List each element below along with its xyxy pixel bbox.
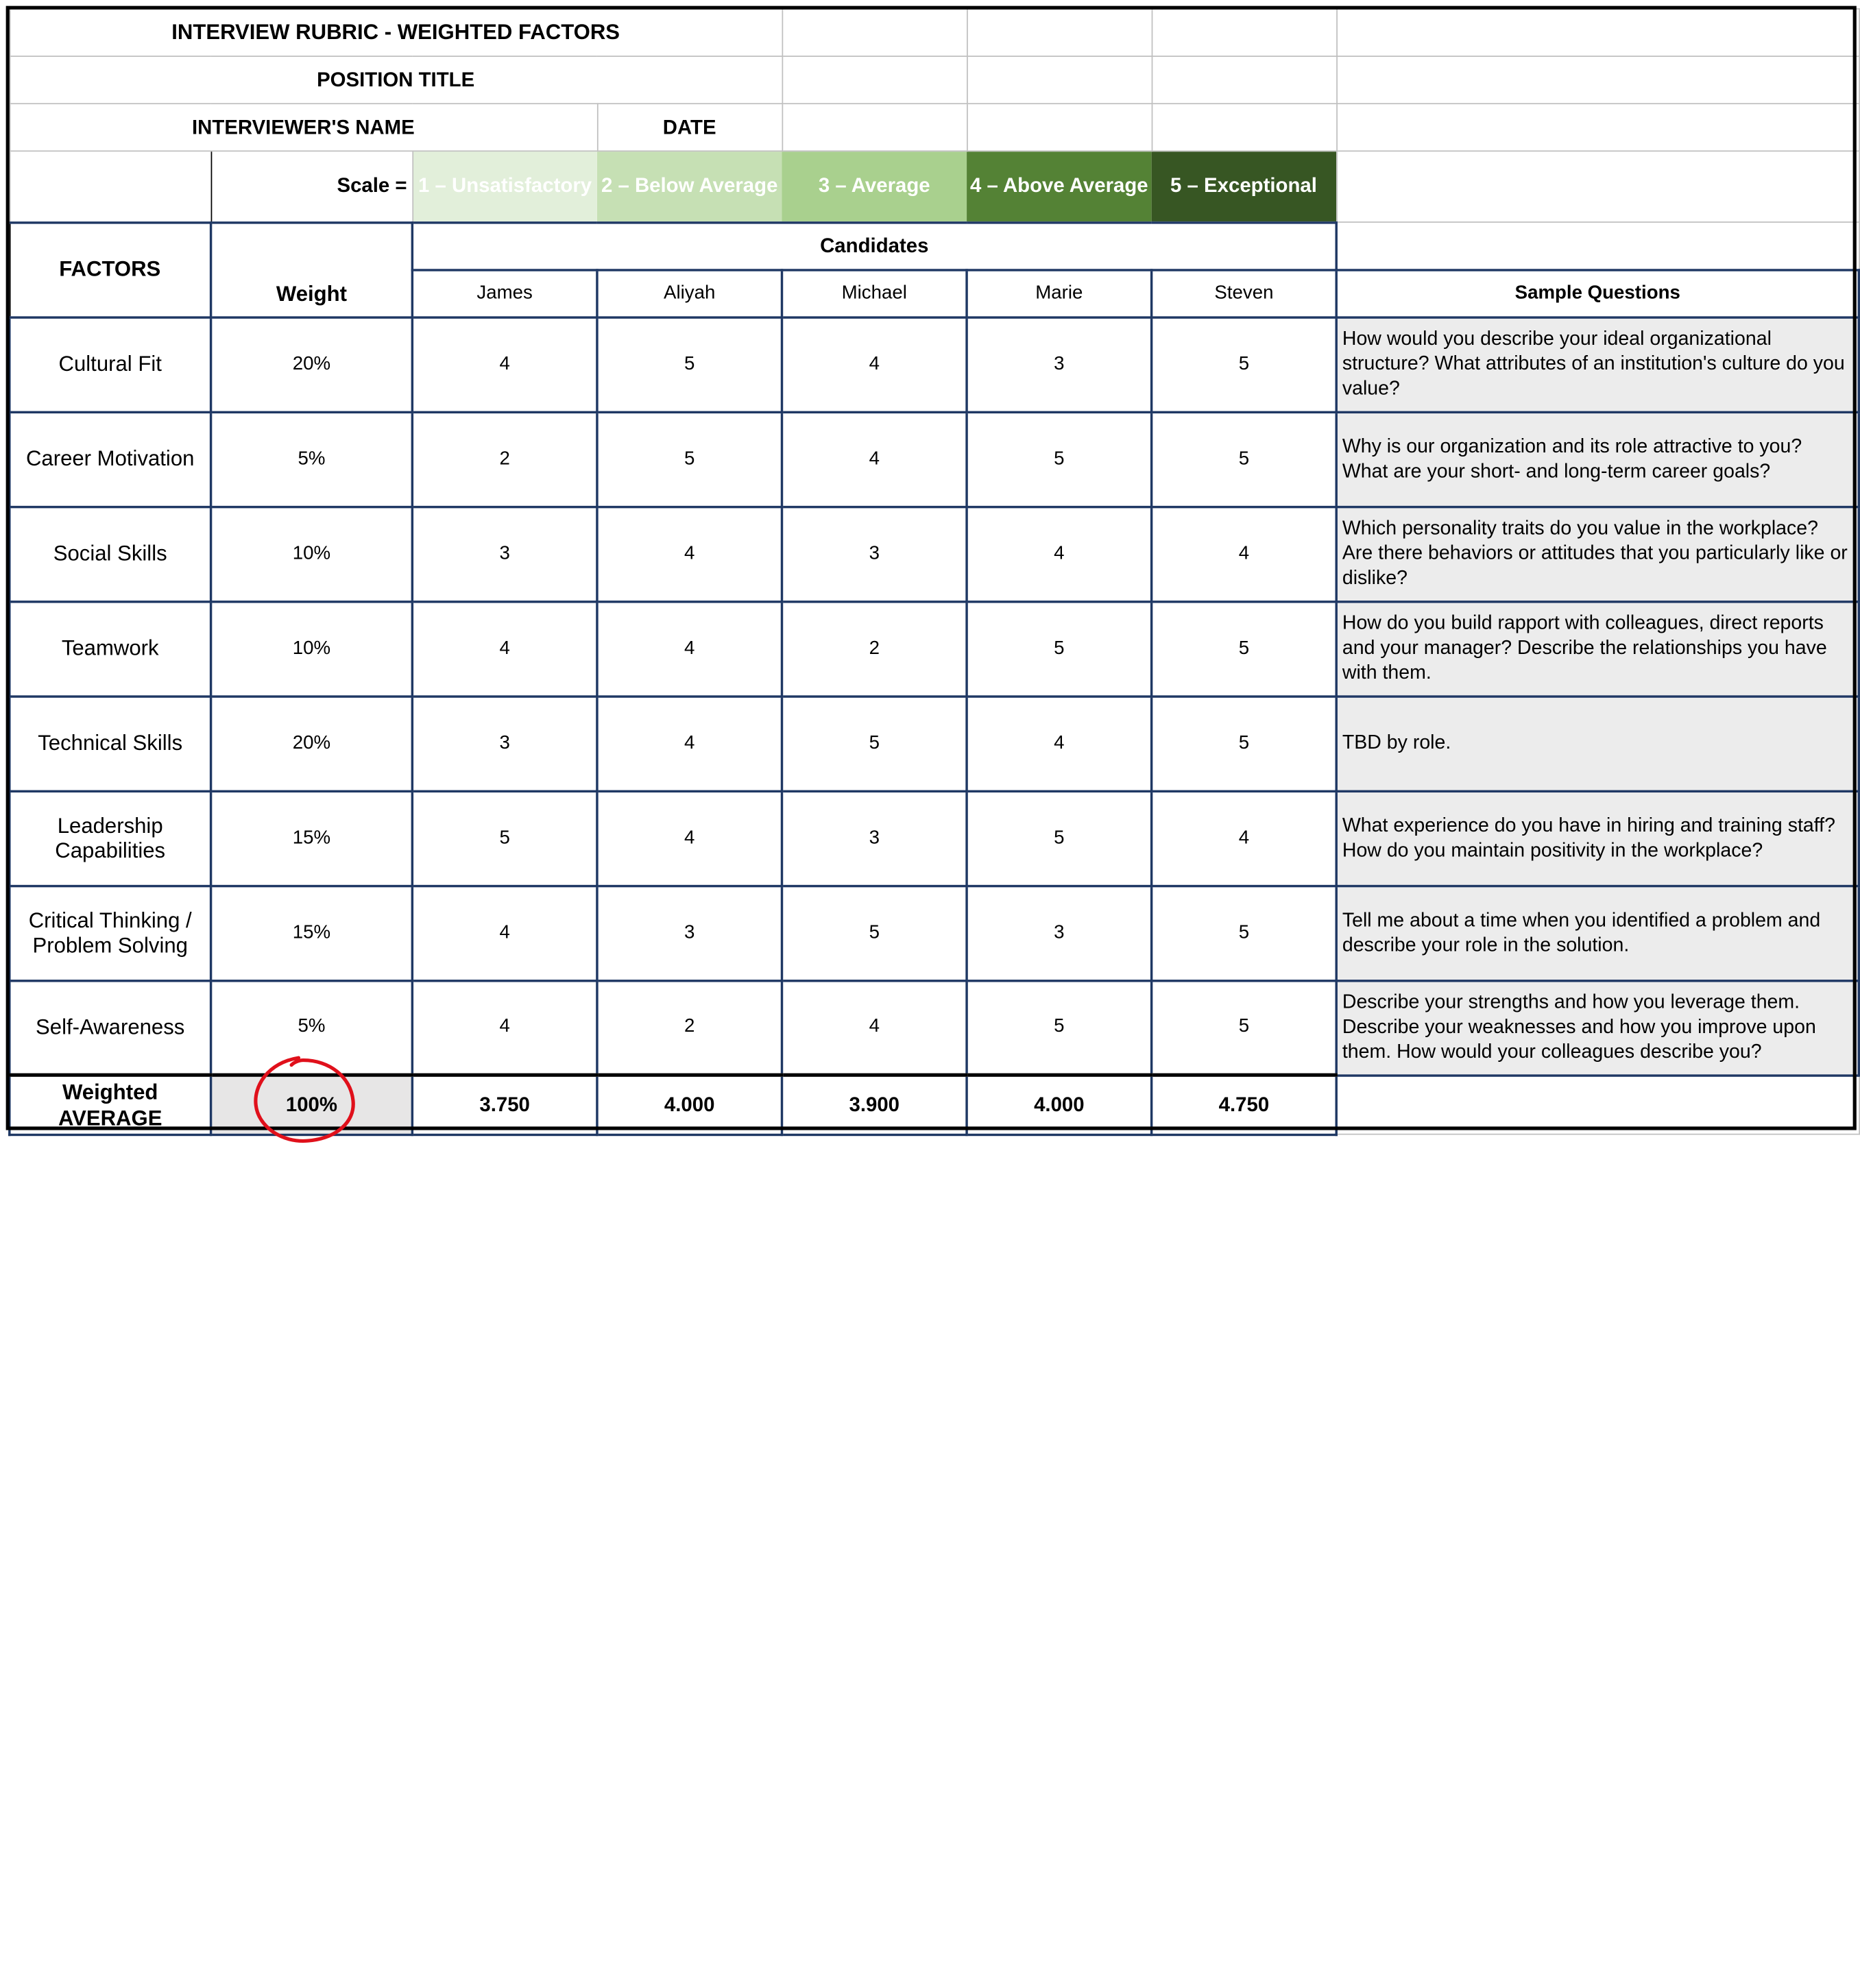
scale-level-4: 4 – Above Average — [967, 151, 1152, 222]
table-row — [10, 317, 1859, 411]
factor-weight[interactable]: 10% — [211, 507, 413, 601]
score-cell[interactable]: 5 — [967, 790, 1152, 885]
factor-weight[interactable]: 5% — [211, 980, 413, 1075]
blank-cell[interactable] — [10, 151, 211, 222]
factor-weight[interactable]: 10% — [211, 601, 413, 696]
blank-cell[interactable] — [1336, 151, 1859, 222]
blank-cell[interactable] — [782, 9, 967, 56]
weighted-average-row — [10, 1075, 1859, 1134]
position-title-label: POSITION TITLE — [10, 56, 782, 104]
score-cell[interactable]: 4 — [412, 601, 597, 696]
candidate-name: Michael — [782, 269, 967, 317]
date-label: DATE — [597, 104, 782, 151]
score-cell[interactable]: 5 — [1152, 980, 1337, 1075]
table-row — [10, 980, 1859, 1075]
score-cell[interactable]: 4 — [967, 696, 1152, 790]
blank-cell[interactable] — [782, 56, 967, 104]
sample-question[interactable]: Tell me about a time when you identified a problem and describe your role in the solution. — [1336, 886, 1859, 980]
score-cell[interactable]: 4 — [1152, 790, 1337, 885]
scale-label: Scale = — [211, 151, 413, 222]
score-cell[interactable]: 4 — [597, 601, 782, 696]
score-cell[interactable]: 5 — [412, 790, 597, 885]
blank-cell[interactable] — [1336, 222, 1859, 269]
weighted-average-value: 3.750 — [412, 1075, 597, 1134]
score-cell[interactable]: 2 — [412, 411, 597, 506]
candidate-name: James — [412, 269, 597, 317]
blank-cell[interactable] — [1336, 104, 1859, 151]
sample-question[interactable]: TBD by role. — [1336, 696, 1859, 790]
score-cell[interactable]: 4 — [967, 507, 1152, 601]
sample-question[interactable]: How would you describe your ideal organizational structure? What attributes of an institution's culture do you value? — [1336, 317, 1859, 411]
blank-cell[interactable] — [1152, 104, 1337, 151]
table-row — [10, 790, 1859, 885]
factor-weight[interactable]: 20% — [211, 317, 413, 411]
scale-level-5: 5 – Exceptional — [1152, 151, 1337, 222]
weighted-average-label: Weighted AVERAGE — [10, 1075, 211, 1134]
factor-name: Cultural Fit — [10, 317, 211, 411]
score-cell[interactable]: 4 — [1152, 507, 1337, 601]
blank-cell[interactable] — [1152, 56, 1337, 104]
factor-weight[interactable]: 15% — [211, 790, 413, 885]
table-row — [10, 507, 1859, 601]
total-weight: 100% — [211, 1075, 413, 1134]
score-cell[interactable]: 3 — [782, 790, 967, 885]
factor-name: Leadership Capabilities — [10, 790, 211, 885]
blank-cell[interactable] — [1152, 9, 1337, 56]
score-cell[interactable]: 5 — [597, 317, 782, 411]
blank-cell[interactable] — [1336, 9, 1859, 56]
factor-name: Critical Thinking / Problem Solving — [10, 886, 211, 980]
weighted-average-value: 4.750 — [1152, 1075, 1337, 1134]
candidate-name: Steven — [1152, 269, 1337, 317]
score-cell[interactable]: 3 — [412, 507, 597, 601]
factor-name: Career Motivation — [10, 411, 211, 506]
scale-level-2: 2 – Below Average — [597, 151, 782, 222]
blank-cell[interactable] — [967, 56, 1152, 104]
score-cell[interactable]: 4 — [597, 696, 782, 790]
factor-name: Technical Skills — [10, 696, 211, 790]
score-cell[interactable]: 3 — [412, 696, 597, 790]
factor-weight[interactable]: 20% — [211, 696, 413, 790]
factor-name: Teamwork — [10, 601, 211, 696]
score-cell[interactable]: 5 — [1152, 317, 1337, 411]
sample-question[interactable]: How do you build rapport with colleagues, direct reports and your manager? Describe the relationships you have with them. — [1336, 601, 1859, 696]
score-cell[interactable]: 3 — [782, 507, 967, 601]
candidate-name: Aliyah — [597, 269, 782, 317]
weight-header: Weight — [211, 222, 413, 317]
blank-cell[interactable] — [967, 9, 1152, 56]
sample-question[interactable]: Which personality traits do you value in the workplace? Are there behaviors or attitudes that you particularly like or dislike? — [1336, 507, 1859, 601]
candidates-header: Candidates — [412, 222, 1336, 269]
score-cell[interactable]: 3 — [597, 886, 782, 980]
weighted-average-value: 4.000 — [967, 1075, 1152, 1134]
score-cell[interactable]: 3 — [967, 317, 1152, 411]
blank-cell[interactable] — [1336, 56, 1859, 104]
score-cell[interactable]: 2 — [782, 601, 967, 696]
blank-cell[interactable] — [967, 104, 1152, 151]
scale-level-1: 1 – Unsatisfactory — [412, 151, 597, 222]
table-row — [10, 696, 1859, 790]
score-cell[interactable]: 4 — [412, 317, 597, 411]
score-cell[interactable]: 5 — [1152, 411, 1337, 506]
rubric-table — [8, 8, 1860, 1135]
sample-questions-header: Sample Questions — [1336, 269, 1859, 317]
weighted-average-value: 3.900 — [782, 1075, 967, 1134]
weighted-average-value: 4.000 — [597, 1075, 782, 1134]
score-cell[interactable]: 5 — [967, 601, 1152, 696]
table-row — [10, 886, 1859, 980]
score-cell[interactable]: 5 — [1152, 696, 1337, 790]
blank-cell[interactable] — [782, 104, 967, 151]
score-cell[interactable]: 5 — [967, 411, 1152, 506]
score-cell[interactable]: 5 — [1152, 601, 1337, 696]
sample-question[interactable]: What experience do you have in hiring and training staff? How do you maintain positivity in the workplace? — [1336, 790, 1859, 885]
score-cell[interactable]: 5 — [782, 886, 967, 980]
score-cell[interactable]: 5 — [1152, 886, 1337, 980]
factors-header: FACTORS — [10, 222, 211, 317]
score-cell[interactable]: 4 — [782, 980, 967, 1075]
score-cell[interactable]: 3 — [967, 886, 1152, 980]
score-cell[interactable]: 4 — [412, 980, 597, 1075]
table-row — [10, 411, 1859, 506]
score-cell[interactable]: 5 — [782, 696, 967, 790]
score-cell[interactable]: 2 — [597, 980, 782, 1075]
score-cell[interactable]: 4 — [597, 507, 782, 601]
factor-name: Social Skills — [10, 507, 211, 601]
score-cell[interactable]: 5 — [597, 411, 782, 506]
factor-weight[interactable]: 5% — [211, 411, 413, 506]
blank-cell[interactable] — [1336, 1075, 1859, 1134]
sample-question[interactable]: Why is our organization and its role attractive to you? What are your short- and long-term career goals? — [1336, 411, 1859, 506]
score-cell[interactable]: 5 — [967, 980, 1152, 1075]
table-row — [10, 601, 1859, 696]
rubric-title: INTERVIEW RUBRIC - WEIGHTED FACTORS — [10, 9, 782, 56]
factor-name: Self-Awareness — [10, 980, 211, 1075]
score-cell[interactable]: 4 — [412, 886, 597, 980]
score-cell[interactable]: 4 — [597, 790, 782, 885]
factor-weight[interactable]: 15% — [211, 886, 413, 980]
scale-level-3: 3 – Average — [782, 151, 967, 222]
score-cell[interactable]: 4 — [782, 317, 967, 411]
interviewer-name-label: INTERVIEWER'S NAME — [10, 104, 597, 151]
candidate-name: Marie — [967, 269, 1152, 317]
sample-question[interactable]: Describe your strengths and how you leverage them. Describe your weaknesses and how you improve upon them. How would your colleagues describe you? — [1336, 980, 1859, 1075]
score-cell[interactable]: 4 — [782, 411, 967, 506]
